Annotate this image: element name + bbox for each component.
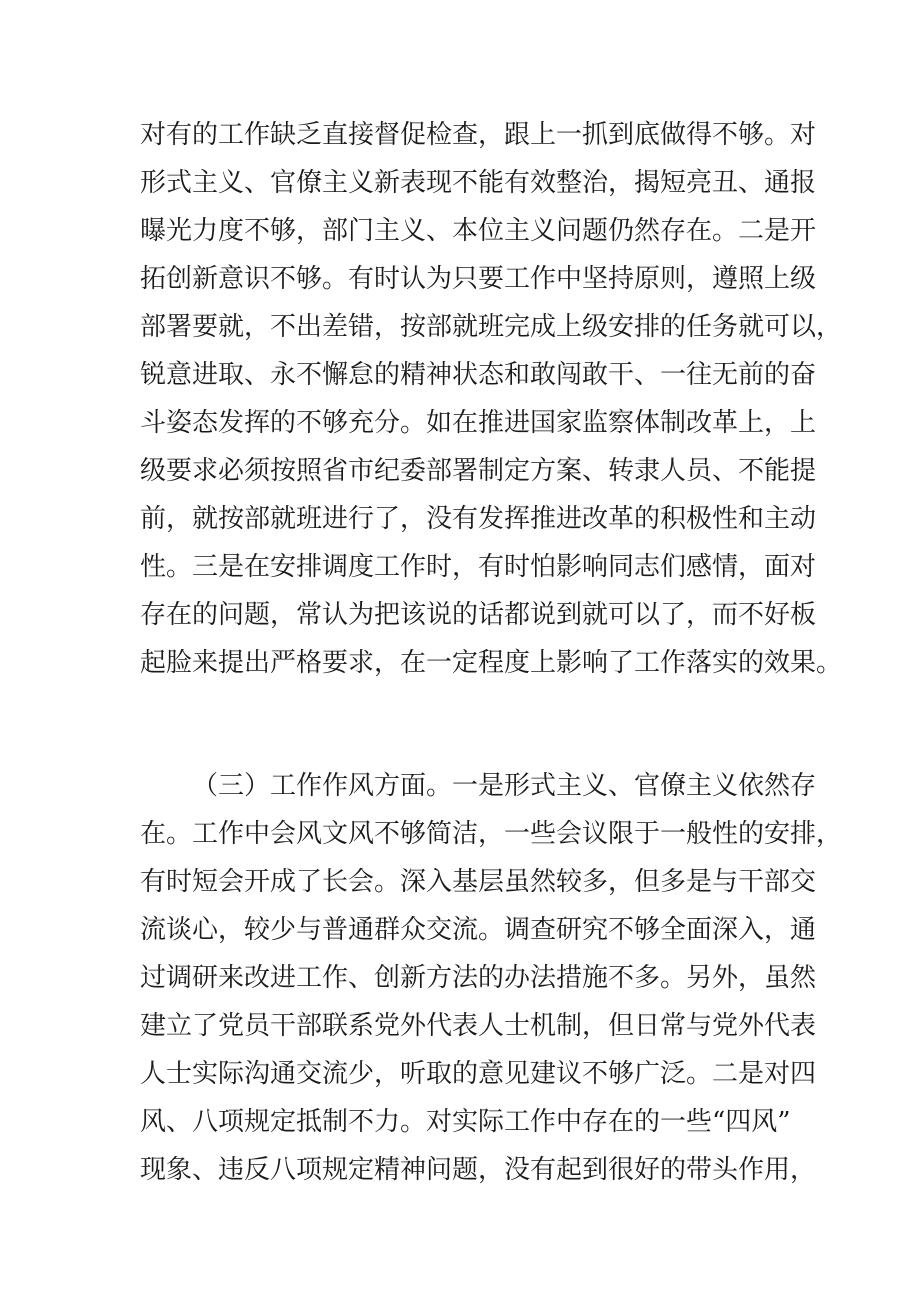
text-line: 锐意进取、永不懈怠的精神状态和敢闯敢干、一往无前的奋 — [140, 360, 817, 390]
paragraph-work-implementation — [140, 111, 843, 687]
text-line: 级要求必须按照省市纪委部署制定方案、转隶人员、不能提 — [140, 456, 817, 486]
text-line: 对有的工作缺乏直接督促检查，跟上一抓到底做得不够。对 — [140, 120, 817, 150]
text-line: 形式主义、官僚主义新表现不能有效整治，揭短亮丑、通报 — [140, 168, 817, 198]
text-line: 性。三是在安排调度工作时，有时怕影响同志们感情，面对 — [140, 552, 817, 582]
paragraph-work-style — [140, 762, 843, 1194]
text-line: 建立了党员干部联系党外代表人士机制，但日常与党外代表 — [140, 1011, 817, 1041]
text-line: 人士实际沟通交流少，听取的意见建议不够广泛。二是对四 — [140, 1059, 817, 1089]
text-line: 曝光力度不够，部门主义、本位主义问题仍然存在。二是开 — [140, 216, 817, 246]
text-line: 前，就按部就班进行了，没有发挥推进改革的积极性和主动 — [140, 504, 817, 534]
section-heading-line: （三）工作作风方面。一是形式主义、官僚主义依然存 — [192, 771, 817, 801]
text-line: 风、八项规定抵制不力。对实际工作中存在的一些“四风” — [140, 1107, 791, 1137]
text-line: 存在的问题，常认为把该说的话都说到就可以了，而不好板 — [140, 600, 817, 630]
text-line: 斗姿态发挥的不够充分。如在推进国家监察体制改革上，上 — [140, 408, 817, 438]
text-line: 现象、违反八项规定精神问题，没有起到很好的带头作用， — [140, 1155, 817, 1185]
text-line: 在。工作中会风文风不够简洁，一些会议限于一般性的安排， — [140, 819, 843, 849]
text-line: 流谈心，较少与普通群众交流。调查研究不够全面深入，通 — [140, 915, 817, 945]
text-line: 有时短会开成了长会。深入基层虽然较多，但多是与干部交 — [140, 867, 817, 897]
text-line: 起脸来提出严格要求，在一定程度上影响了工作落实的效果。 — [140, 648, 843, 678]
text-line: 过调研来改进工作、创新方法的办法措施不多。另外，虽然 — [140, 963, 817, 993]
text-line: 部署要就，不出差错，按部就班完成上级安排的任务就可以， — [140, 312, 843, 342]
text-line: 拓创新意识不够。有时认为只要工作中坚持原则，遵照上级 — [140, 264, 817, 294]
